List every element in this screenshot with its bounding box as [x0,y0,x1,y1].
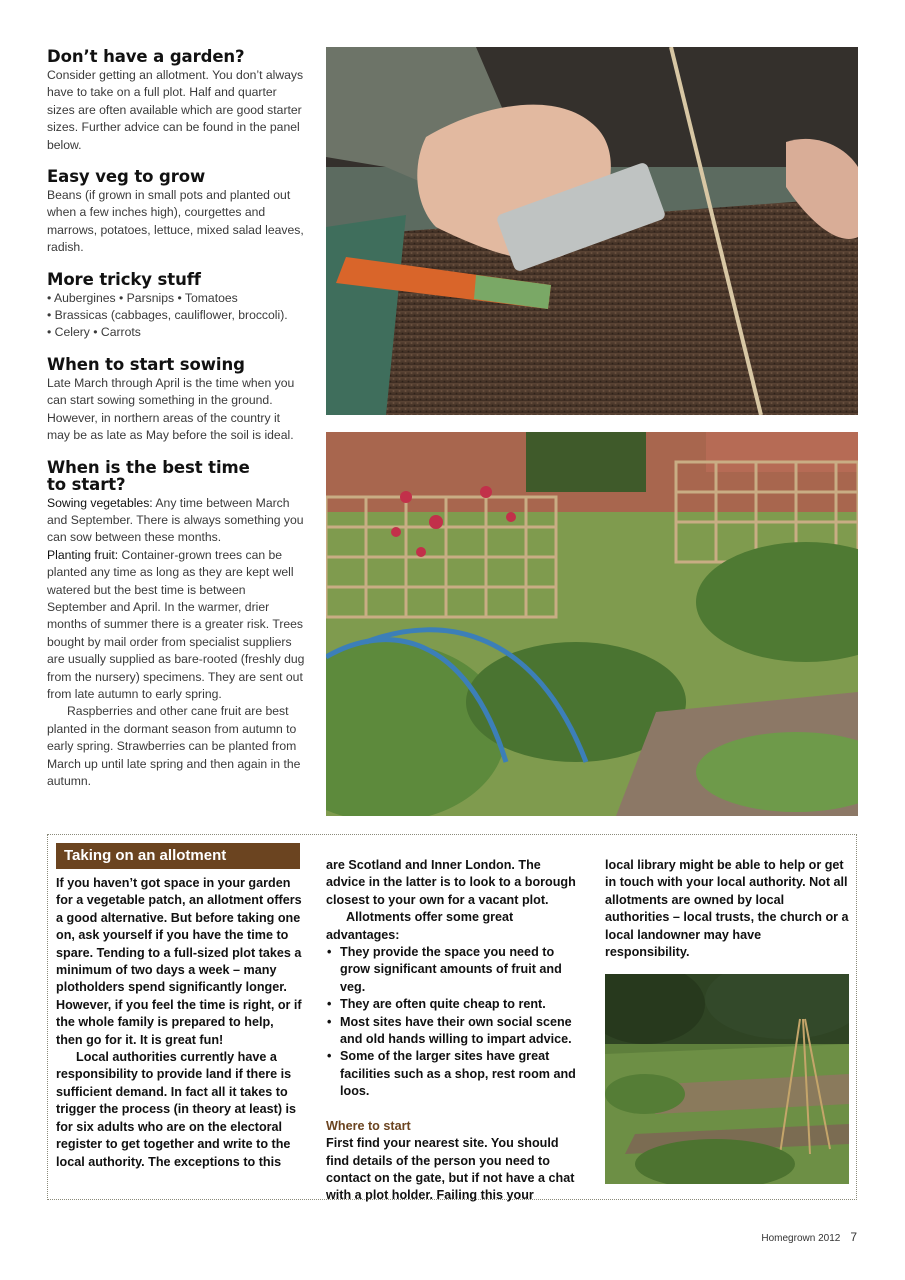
list-item: • Some of the larger sites have great facilities such as a shop, rest room and loos. [326,1048,582,1100]
heading-when-sowing: When to start sowing [47,354,245,374]
where-to-start-heading: Where to start [326,1118,411,1133]
list-item: • They provide the space you need to grow significant amounts of fruit and veg. [326,944,582,996]
fruit-label: Planting fruit: [47,547,119,562]
body-when-sowing: Late March through April is the time when you can start sowing something in the ground. However, in northern areas of the country it may be as late as May before the soil is ideal. [47,375,295,443]
list-item: • Aubergines • Parsnips • Tomatoes [47,290,238,305]
panel-column-3 [605,857,849,961]
heading-no-garden: Don’t have a garden? [47,47,245,66]
body-no-garden: Consider getting an allotment. You don’t always have to take on a full plot. Half and quarter sizes are often available which are good starter sizes. Further advice can be found in the panel below. [47,68,304,152]
left-column [47,48,305,804]
heading-tricky: More tricky stuff [47,269,201,289]
publication-name: Homegrown 2012 [761,1233,841,1244]
list-item: • They are often quite cheap to rent. [326,996,582,1013]
panel-paragraph: First find your nearest site. You should find details of the person you need to contact on the gate, but if not have a chat with a plot holder. Failing this your [326,1136,575,1203]
photo-sowing-seeds [326,47,858,415]
list-item: • Brassicas (cabbages, cauliflower, broccoli). [47,308,288,323]
panel-column-1 [56,875,302,1171]
panel-title: Taking on an allotment [56,843,300,869]
panel-column-2 [326,857,582,1205]
panel-paragraph: If you haven’t got space in your garden for a vegetable patch, an allotment offers a good alternative. But before taking one on, ask yourself if you have the time to spare. Tending to a full-sized plot takes a minimum of two days a week – many plotholders spend significantly longer. However, if you feel the time is right, or if the whole family is prepared to help, then go for it. It is great fun! [56,876,302,1047]
heading-best-time: When is the best time to start? [47,457,250,494]
panel-paragraph: Allotments offer some great advantages: [326,910,514,942]
cane-text: Raspberries and other cane fruit are best planted in the dormant season from autumn to early spring. Strawberries can be planted from March up until late spring and then again in the autumn. [47,704,301,788]
body-best-time [47,495,305,791]
panel-paragraph: are Scotland and Inner London. The advice in the latter is to look to a borough closest to your own for a vacant plot. [326,858,576,907]
body-easy-veg: Beans (if grown in small pots and planted out when a few inches high), courgettes and marrows, potatoes, lettuce, mixed salad leaves, radish. [47,188,304,255]
section-best-time [47,459,305,791]
sowing-label: Sowing vegetables: [47,495,153,510]
list-item: • Most sites have their own social scene and old hands willing to impart advice. [326,1014,582,1049]
photo-allotment [605,974,849,1184]
panel-paragraph: local library might be able to help or get in touch with your local authority. Not all allotments are owned by local authorities – local trusts, the church or a local landowner may have responsibility. [605,858,849,960]
photo-garden [326,432,858,816]
sowing-text: Any time between March and September. There is always something you can sow between these months. [47,495,304,545]
list-item: • Celery • Carrots [47,325,141,340]
section-easy-veg [47,168,305,257]
page-number: 7 [850,1230,857,1244]
advantages-list [326,944,582,1101]
tricky-list [47,290,305,342]
section-when-sowing [47,356,305,445]
section-no-garden [47,48,305,154]
fruit-text: Container-grown trees can be planted any time as long as they are kept well watered but the best time is between September and April. In the warmer, drier months of summer there is a greater risk. Trees bought by mail order from specialist suppliers are usually supplied as bare-rooted (freshly dug from the nursery) specimens. They are sent out from late autumn to early spring. [47,547,305,701]
section-tricky [47,271,305,342]
page-folio [761,1230,857,1244]
panel-paragraph: Local authorities currently have a responsibility to provide land if there is sufficient demand. In fact all it takes to trigger the process (in theory at least) is for six adults who are on the electoral register to get together and write to the local authority. The exceptions to this [56,1050,297,1169]
heading-easy-veg: Easy veg to grow [47,167,206,187]
